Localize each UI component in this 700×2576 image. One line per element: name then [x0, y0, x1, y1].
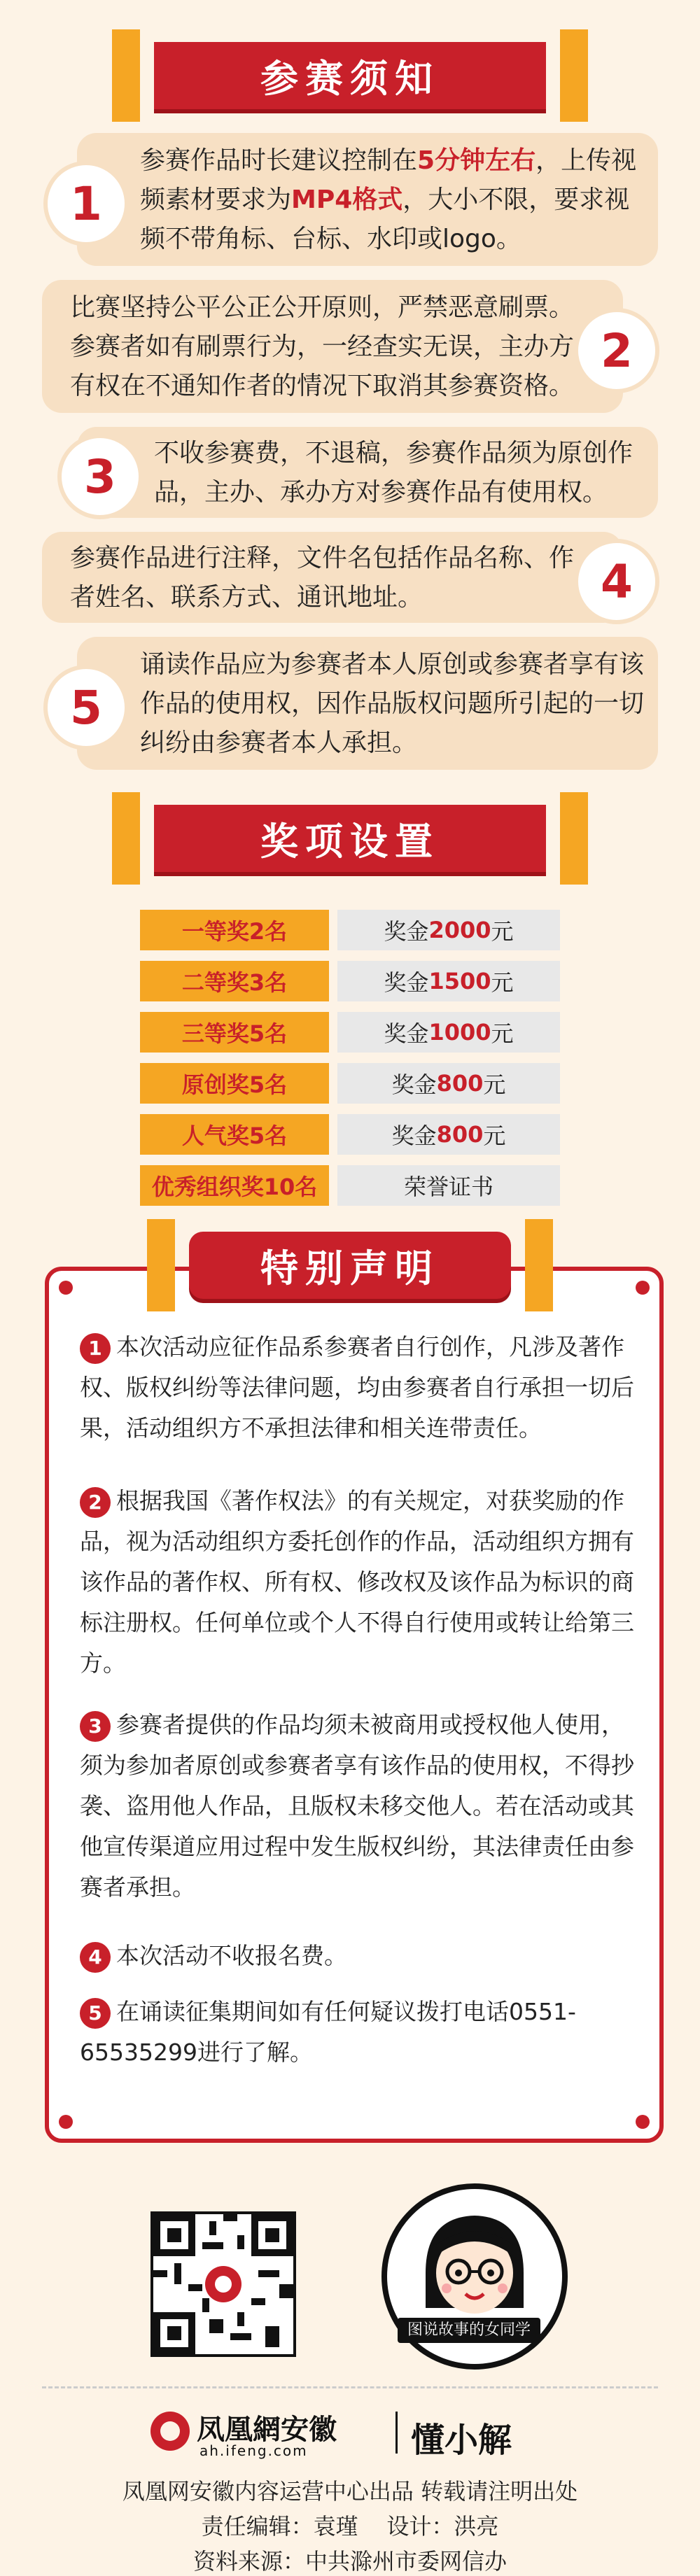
- footer-credit-1: 凤凰网安徽内容运营中心出品 转载请注明出处: [122, 2478, 578, 2505]
- award-value: 奖金 1000 元: [337, 1012, 560, 1053]
- declaration-item-4: 4 本次活动不收报名费。: [80, 1936, 640, 1976]
- rule-text-1: 参赛作品时长建议控制在5分钟左右，上传视频素材要求为MP4格式，大小不限，要求视频不带角标、台标、水印或logo。: [140, 146, 637, 253]
- mascot-caption: 图说故事的女同学: [398, 2318, 540, 2343]
- declaration-item-5: 5 在诵读征集期间如有任何疑议拨打电话0551-65535299进行了解。: [80, 1998, 576, 2066]
- declaration-item-1: 1 本次活动应征作品系参赛者自行创作，凡涉及著作权、版权纠纷等法律问题，均由参赛者自行承担一切后果，活动组织方不承担法律和相关连带责任。: [80, 1333, 634, 1442]
- award-name: 二等奖3名: [140, 961, 329, 1001]
- rule-number-4: 4: [574, 539, 659, 624]
- award-value: 奖金 800 元: [337, 1063, 560, 1104]
- declaration-number: 3: [80, 1711, 111, 1742]
- corner-dot: [59, 2115, 73, 2129]
- declaration-number: 2: [80, 1487, 111, 1518]
- rule-number-1: 1: [43, 161, 129, 246]
- declaration-item-3: 3 参赛者提供的作品均须未被商用或授权他人使用，须为参加者原创或参赛者享有该作品的使用权，不得抄袭、盗用他人作品，且版权未移交他人。若在活动或其他宣传渠道应用过程中发生版权纠纷，其法律责任由参赛者承担。: [80, 1711, 634, 1901]
- rule-number-3: 3: [57, 434, 143, 519]
- corner-dot: [636, 2115, 650, 2129]
- rule-card-5: [77, 637, 658, 770]
- footer-credit-3: 资料来源：中共滁州市委网信办: [192, 2548, 507, 2575]
- rule-text-5: 诵读作品应为参赛者本人原创或参赛者享有该作品的使用权，因作品版权问题所引起的一切纠纷由参赛者本人承担。: [140, 650, 645, 757]
- awards-title-banner: [154, 805, 546, 872]
- mascot-avatar: [382, 2183, 568, 2370]
- qr-code-icon: [153, 2214, 293, 2354]
- brand-name: 凤凰網安徽: [197, 2413, 337, 2446]
- brand-logo: [150, 2407, 550, 2463]
- award-name: 原创奖5名: [140, 1063, 329, 1104]
- declaration-box: [45, 1267, 664, 2143]
- footer-credit-2: 责任编辑：袁瑾 设计：洪亮: [201, 2513, 499, 2540]
- award-value: 奖金 800 元: [337, 1114, 560, 1155]
- notice-title: 参赛须知: [260, 56, 440, 101]
- qr-code: [150, 2211, 296, 2357]
- brand-sub: 懂小解: [411, 2421, 512, 2460]
- award-value: 荣誉证书: [337, 1165, 560, 1206]
- notice-title-banner: [154, 42, 546, 109]
- award-name: 优秀组织奖10名: [140, 1165, 329, 1206]
- girl-mascot-icon: [387, 2189, 562, 2329]
- award-value: 奖金 2000 元: [337, 910, 560, 950]
- declaration-number: 1: [80, 1333, 111, 1364]
- corner-dot: [59, 1281, 73, 1295]
- rule-card-1: [77, 133, 658, 266]
- brand-url: ah.ifeng.com: [200, 2442, 308, 2459]
- ifeng-logo-icon: [150, 2412, 190, 2451]
- award-row-4: [140, 1063, 560, 1104]
- rule-text-3: 不收参赛费，不退稿，参赛作品须为原创作品，主办、承办方对参赛作品有使用权。: [154, 439, 634, 507]
- brand-separator: [396, 2412, 398, 2454]
- award-value: 奖金 1500 元: [337, 961, 560, 1001]
- rule-number-2: 2: [574, 308, 659, 393]
- footer-divider: [42, 2386, 658, 2388]
- award-row-5: [140, 1114, 560, 1155]
- award-row-2: [140, 961, 560, 1001]
- declaration-number: 5: [80, 1998, 111, 2029]
- awards-title: 奖项设置: [260, 819, 440, 864]
- award-row-3: [140, 1012, 560, 1053]
- declaration-title-banner: [189, 1232, 511, 1299]
- rule-card-2: [42, 280, 623, 413]
- award-name: 三等奖5名: [140, 1012, 329, 1053]
- declaration-item-2: 2 根据我国《著作权法》的有关规定，对获奖励的作品，视为活动组织方委托创作的作品，活动组织方拥有该作品的著作权、所有权、修改权及该作品为标识的商标注册权。任何单位或个人不得自行使用或转让给第三方。: [80, 1487, 634, 1677]
- rule-text-2: 比赛坚持公平公正公开原则，严禁恶意刷票。参赛者如有刷票行为，一经查实无误，主办方有权在不通知作者的情况下取消其参赛资格。: [70, 293, 575, 400]
- rule-number-5: 5: [43, 665, 129, 750]
- declaration-number: 4: [80, 1942, 111, 1973]
- award-name: 一等奖2名: [140, 910, 329, 950]
- rule-text-4: 参赛作品进行注释，文件名包括作品名称、作者姓名、联系方式、通讯地址。: [70, 544, 575, 612]
- rule-card-4: [42, 532, 623, 623]
- award-name: 人气奖5名: [140, 1114, 329, 1155]
- award-row-6: [140, 1165, 560, 1206]
- rule-card-3: [77, 427, 658, 518]
- corner-dot: [636, 1281, 650, 1295]
- award-row-1: [140, 910, 560, 950]
- declaration-title: 特别声明: [260, 1246, 440, 1290]
